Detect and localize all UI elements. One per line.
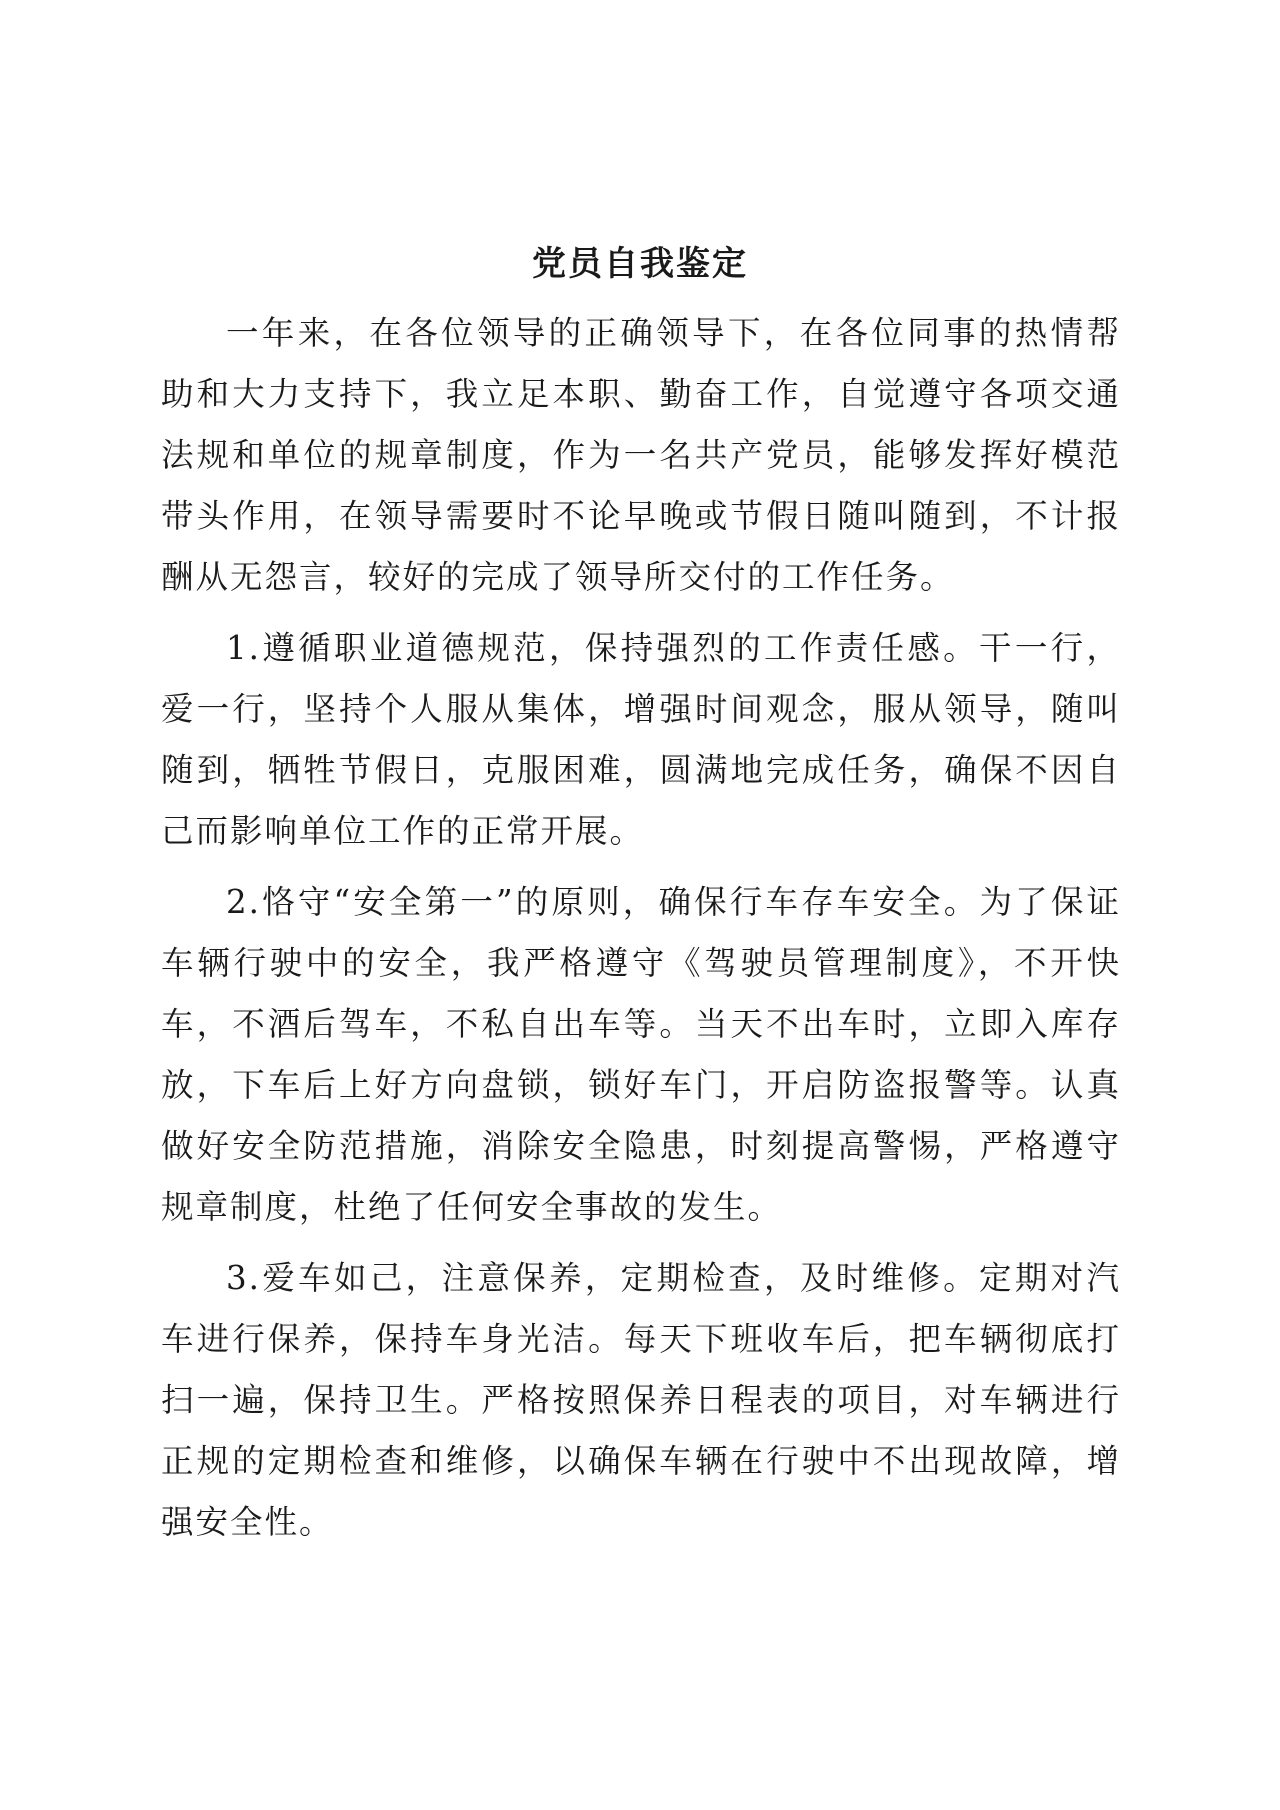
paragraph-point-3: 3.爱车如己，注意保养，定期检查，及时维修。定期对汽车进行保养，保持车身光洁。每天下班收车后，把车辆彻底打扫一遍，保持卫生。严格按照保养日程表的项目，对车辆进行正规的定期检查和维修，以确保车辆在行驶中不出现故障，增强安全性。 <box>161 1259 1121 1541</box>
document-body <box>161 303 1121 1553</box>
paragraph-point-2: 2.恪守“安全第一”的原则，确保行车存车安全。为了保证车辆行驶中的安全，我严格遵守《驾驶员管理制度》，不开快车，不酒后驾车，不私自出车等。当天不出车时，立即入库存放，下车后上好方向盘锁，锁好车门，开启防盗报警等。认真做好安全防范措施，消除安全隐患，时刻提高警惕，严格遵守规章制度，杜绝了任何安全事故的发生。 <box>161 883 1121 1226</box>
document-title: 党员自我鉴定 <box>532 244 748 284</box>
paragraph-intro: 一年来，在各位领导的正确领导下，在各位同事的热情帮助和大力支持下，我立足本职、勤奋工作，自觉遵守各项交通法规和单位的规章制度，作为一名共产党员，能够发挥好模范带头作用，在领导需要时不论早晚或节假日随叫随到，不计报酬从无怨言，较好的完成了领导所交付的工作任务。 <box>161 314 1121 596</box>
paragraph-point-1: 1.遵循职业道德规范，保持强烈的工作责任感。干一行，爱一行，坚持个人服从集体，增强时间观念，服从领导，随叫随到，牺牲节假日，克服困难，圆满地完成任务，确保不因自己而影响单位工作的正常开展。 <box>161 629 1121 850</box>
